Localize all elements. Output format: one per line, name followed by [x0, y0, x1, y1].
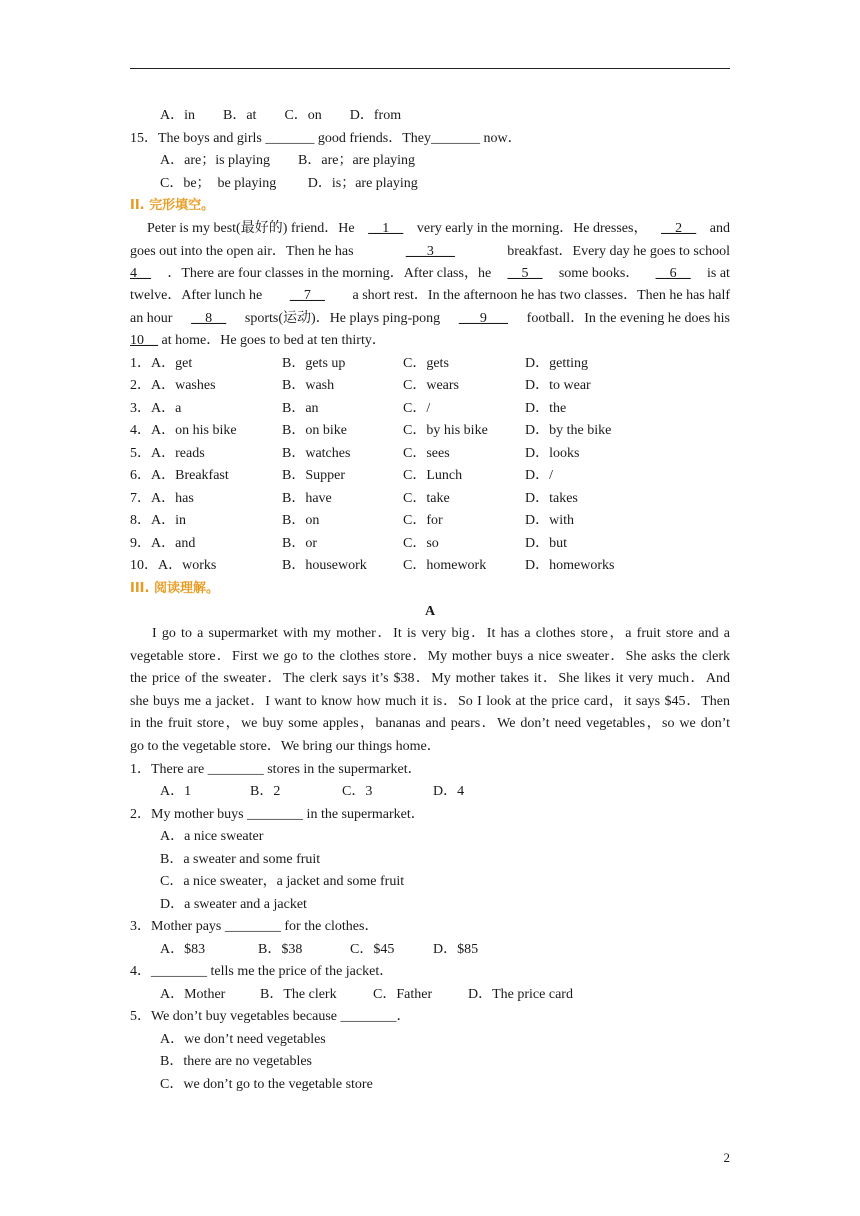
- option-a: 9．A．and: [130, 536, 196, 551]
- passage-label: A: [424, 604, 436, 619]
- option-d: D．with: [525, 513, 574, 528]
- cloze-text: some books．: [558, 266, 640, 281]
- reading-q2-stem: 2．My mother buys ________ in the supermarket．: [130, 807, 425, 822]
- option-a: A．we don’t need vegetables: [160, 1032, 326, 1047]
- cloze-blank-8: __8__: [191, 311, 227, 326]
- option-b: B．housework: [282, 558, 367, 573]
- passage-line-4: she buys me a jacket．I want to know how much it is．So I look at the price card，it says $45．Then: [130, 694, 730, 709]
- passage-line-2: vegetable store．First we go to the clothes store．My mother buys a nice sweater．She asks the clerk: [130, 649, 730, 664]
- cloze-line-4: [130, 287, 730, 305]
- option-d: D．homeworks: [525, 558, 615, 573]
- option-c: C．a nice sweater，a jacket and some fruit: [160, 874, 405, 889]
- option-c: C．for: [403, 513, 443, 528]
- cloze-text: an hour: [130, 311, 173, 326]
- option-a: 4．A．on his bike: [130, 423, 237, 438]
- option-a: A．1: [160, 784, 192, 799]
- cloze-line-5: [130, 310, 730, 328]
- cloze-text: very early in the morning．He dresses，: [416, 221, 648, 236]
- cloze-text: and: [709, 221, 730, 236]
- option-d: D．looks: [525, 446, 580, 461]
- option-d: D．4: [433, 784, 465, 799]
- option-a: 7．A．has: [130, 491, 194, 506]
- cloze-blank-9: ___9___: [458, 311, 508, 326]
- option-a: A．$83: [160, 942, 206, 957]
- q15-stem: 15．The boys and girls _______ good friends．They_______ now．: [130, 131, 522, 146]
- q15-options-1: A．are；is playing B．are；are playing: [160, 153, 416, 168]
- option-d: D．to wear: [525, 378, 591, 393]
- option-c: C．Lunch: [403, 468, 463, 483]
- q14-options: A．in B．at C．on D．from: [160, 108, 402, 123]
- option-d: D．takes: [525, 491, 578, 506]
- reading-q4-stem: 4．________ tells me the price of the jacket．: [130, 964, 394, 979]
- option-c: C．Father: [373, 987, 433, 1002]
- option-c: C．$45: [350, 942, 395, 957]
- option-c: C．wears: [403, 378, 459, 393]
- cloze-blank-10: 10__: [130, 333, 158, 348]
- section3-title: III. 阅读理解。: [130, 581, 219, 596]
- option-a: 5．A．reads: [130, 446, 205, 461]
- reading-q5-stem: 5．We don’t buy vegetables because ________．: [130, 1009, 411, 1024]
- option-d: D．the: [525, 401, 567, 416]
- passage-line-6: go to the vegetable store．We bring our things home．: [130, 739, 441, 754]
- option-a: 8．A．in: [130, 513, 186, 528]
- cloze-text: a short rest．In the afternoon he has two classes．Then he has half: [352, 288, 730, 303]
- option-d: D．/: [525, 468, 553, 483]
- option-b: B．The clerk: [260, 987, 337, 1002]
- section2-title: II. 完形填空。: [130, 198, 215, 213]
- cloze-text: Peter is my best(最好的) friend．He: [147, 221, 355, 236]
- option-b: B．wash: [282, 378, 335, 393]
- cloze-blank-3: ___3___: [405, 244, 455, 259]
- passage-line-3: the price of the sweater．The clerk says it’s $38．My mother takes it．She likes it very much．And: [130, 671, 730, 686]
- option-d: D．getting: [525, 356, 588, 371]
- option-c: C．sees: [403, 446, 450, 461]
- option-b: B．a sweater and some fruit: [160, 852, 321, 867]
- cloze-text: twelve．After lunch he: [130, 288, 263, 303]
- option-d: D．a sweater and a jacket: [160, 897, 307, 912]
- cloze-blank-2: __2__: [661, 221, 697, 236]
- cloze-text: ．There are four classes in the morning．After class，he: [167, 266, 492, 281]
- option-a: 10．A．works: [130, 558, 217, 573]
- cloze-line-1: [130, 220, 730, 238]
- option-c: C．we don’t go to the vegetable store: [160, 1077, 373, 1092]
- option-d: D．The price card: [468, 987, 573, 1002]
- option-b: B．$38: [258, 942, 303, 957]
- cloze-text: goes out into the open air．Then he has: [130, 244, 354, 259]
- option-c: C．/: [403, 401, 431, 416]
- option-a: 6．A．Breakfast: [130, 468, 229, 483]
- cloze-blank-6: __6__: [655, 266, 691, 281]
- option-d: D．but: [525, 536, 567, 551]
- header-rule: [130, 68, 730, 69]
- cloze-text: breakfast．Every day he goes to school: [507, 244, 730, 259]
- option-b: B．on bike: [282, 423, 347, 438]
- cloze-line-3: [130, 265, 730, 283]
- reading-q3-stem: 3．Mother pays ________ for the clothes．: [130, 919, 379, 934]
- option-c: C．3: [342, 784, 373, 799]
- option-b: B．there are no vegetables: [160, 1054, 312, 1069]
- option-b: B．on: [282, 513, 320, 528]
- reading-q1-stem: 1．There are ________ stores in the supermarket．: [130, 762, 422, 777]
- option-b: B．gets up: [282, 356, 346, 371]
- cloze-line-2: [130, 243, 730, 261]
- passage-line-1: I go to a supermarket with my mother．It is very big．It has a clothes store，a fruit store and a: [152, 626, 730, 641]
- option-c: C．so: [403, 536, 439, 551]
- option-a: 3．A．a: [130, 401, 182, 416]
- option-c: C．by his bike: [403, 423, 488, 438]
- option-d: D．$85: [433, 942, 479, 957]
- q15-options-2: C．be； be playing D．is；are playing: [160, 176, 418, 191]
- option-b: B．have: [282, 491, 332, 506]
- option-a: A．Mother: [160, 987, 226, 1002]
- cloze-text: football．In the evening he does his: [526, 311, 730, 326]
- cloze-blank-1: __1__: [368, 221, 404, 236]
- option-b: B．2: [250, 784, 281, 799]
- option-b: B．Supper: [282, 468, 345, 483]
- option-a: 2．A．washes: [130, 378, 216, 393]
- cloze-blank-4: 4__: [130, 266, 151, 281]
- cloze-blank-7: __7__: [289, 288, 325, 303]
- cloze-text: at home．He goes to bed at ten thirty．: [158, 333, 386, 348]
- option-c: C．take: [403, 491, 450, 506]
- cloze-text: sports(运动)．He plays ping-pong: [244, 311, 441, 326]
- option-b: B．an: [282, 401, 319, 416]
- page-number: 2: [723, 1150, 730, 1165]
- cloze-text: is at: [706, 266, 730, 281]
- option-c: C．gets: [403, 356, 449, 371]
- option-b: B．watches: [282, 446, 351, 461]
- option-b: B．or: [282, 536, 317, 551]
- option-a: 1．A．get: [130, 356, 193, 371]
- option-a: A．a nice sweater: [160, 829, 264, 844]
- cloze-line-6: [130, 332, 386, 350]
- cloze-blank-5: __5__: [507, 266, 543, 281]
- passage-line-5: in the fruit store，we buy some apples，bananas and pears．We don’t need vegetables，so we don’t: [130, 716, 730, 731]
- option-d: D．by the bike: [525, 423, 612, 438]
- option-c: C．homework: [403, 558, 487, 573]
